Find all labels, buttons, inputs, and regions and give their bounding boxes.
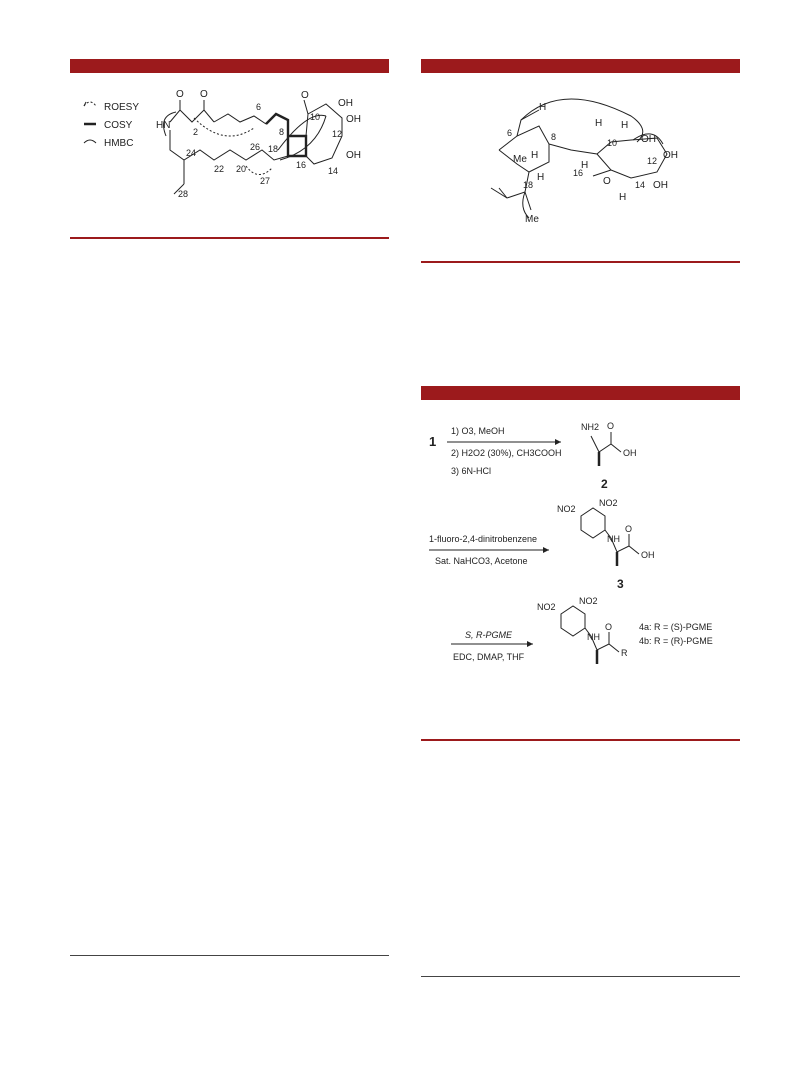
right-footnote-rule [421,976,740,977]
c3-o: O [625,524,633,534]
f2-o1: O [603,176,611,187]
step3-line2: EDC, DMAP, THF [453,652,525,662]
c3-no2-right: NO2 [599,498,618,508]
f2-c6: 6 [507,128,513,138]
figure1-bottom-rule [70,237,389,239]
c3-no2-left: NO2 [557,504,576,514]
f2-h7: H [619,192,627,203]
atom-oh1: OH [338,98,353,109]
c2-oh: OH [623,448,637,458]
c3-oh: OH [641,550,655,560]
compound-1-label: 1 [429,434,437,449]
c2-nh2: NH2 [581,422,600,432]
c3-nh: NH [607,534,620,544]
atom-hn: HN [156,120,171,131]
step1-line1: 1) O3, MeOH [451,426,505,436]
atom-c28: 28 [178,189,189,199]
compound-2-label: 2 [601,477,608,491]
f2-me2: Me [525,214,539,225]
step2-line1: 1-fluoro-2,4-dinitrobenzene [429,534,538,544]
atom-c27: 27 [260,176,271,186]
compound-3-label: 3 [617,577,624,591]
step1-line2: 2) H2O2 (30%), CH3COOH [451,448,562,458]
atom-c26: 26 [250,142,261,152]
atom-c8: 8 [279,127,285,137]
f2-h4: H [537,172,545,183]
atom-oh3: OH [346,150,361,161]
atom-c22: 22 [214,164,225,174]
f2-h3: H [621,120,629,131]
f2-h1: H [539,102,547,113]
f2-c14: 14 [635,180,646,190]
atom-o3: O [301,90,309,101]
scheme-bottom-rule [421,739,740,741]
legend-cosy: COSY [104,120,133,131]
atom-c16: 16 [296,160,307,170]
f2-c18: 18 [523,180,534,190]
c4-nh: NH [587,632,600,642]
product-4b: 4b: R = (R)-PGME [639,636,713,646]
step2-line2: Sat. NaHCO3, Acetone [435,556,528,566]
atom-c10: 10 [310,112,321,122]
c4-no2-left: NO2 [537,602,556,612]
atom-c14: 14 [328,166,339,176]
atom-c18: 18 [268,144,279,154]
left-footnote-rule [70,955,389,956]
c2-o: O [607,421,615,431]
step1-line3: 3) 6N-HCl [451,466,492,476]
legend-roesy: ROESY [104,102,140,113]
step3-line1: S, R-PGME [465,630,513,640]
f2-c10: 10 [607,138,618,148]
figure1-title-bar [70,59,389,73]
atom-o1: O [176,89,184,100]
figure1-correlations [70,80,389,230]
legend-hmbc: HMBC [104,138,134,149]
f2-c8: 8 [551,132,557,142]
c4-no2-right: NO2 [579,596,598,606]
figure2-bottom-rule [421,261,740,263]
atom-oh2: OH [346,114,361,125]
figure2-roesy-3d [421,80,740,255]
atom-o2: O [200,89,208,100]
c4-o: O [605,622,613,632]
f2-me1: Me [513,154,527,165]
f2-oh3: OH [653,180,668,191]
f2-c16: 16 [573,168,584,178]
scheme-1 [421,408,740,733]
c4-r: R [621,648,628,658]
f2-h2: H [595,118,603,129]
atom-c20: 20 [236,164,247,174]
f2-h6: H [581,160,589,171]
f2-oh2: OH [663,150,678,161]
scheme-title-bar [421,386,740,400]
atom-c6: 6 [256,102,262,112]
atom-c2: 2 [193,127,199,137]
product-4a: 4a: R = (S)-PGME [639,622,713,632]
f2-h5: H [531,150,539,161]
legend [84,102,139,149]
atom-c12: 12 [332,129,343,139]
f2-oh1: OH [641,134,656,145]
atom-c24: 24 [186,148,197,158]
figure2-title-bar [421,59,740,73]
f2-c12: 12 [647,156,658,166]
